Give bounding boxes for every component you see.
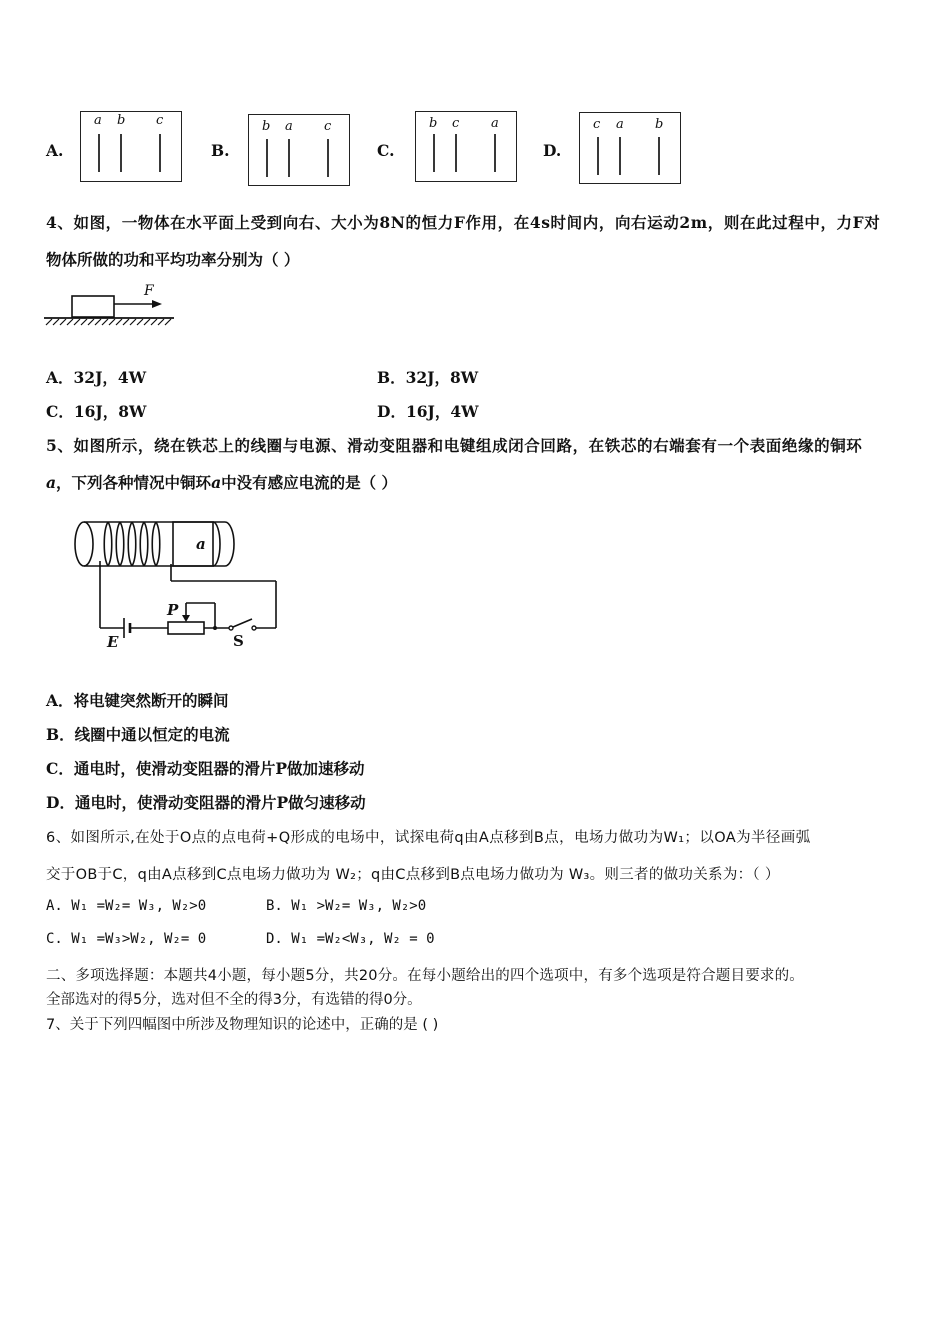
wire-label: c [452,116,460,131]
wire-label: c [593,117,601,132]
section2-heading-line1: 二、多项选择题：本题共4小题，每小题5分，共20分。在每小题给出的四个选项中，有多个选项是符合题目要求的。 [46,968,804,984]
q3-option-a-figure [80,111,182,182]
q6-stem-line1: 6、如图所示,在处于O点的点电荷+Q形成的电场中，试探电荷q由A点移到B点，电场力做功为W₁；以OA为半径画弧 [46,830,811,846]
q3-option-d-label: D. [543,141,562,160]
q6-stem-line2: 交于OB于C，q由A点移到C点电场力做功为 W₂；q由C点移到B点电场力做功为 W₃。则三者的做功关系为：（ ） [46,867,780,883]
var-a: a [46,473,57,492]
section2-heading-line2: 全部选对的得5分，选对但不全的得3分，有选错的得0分。 [46,992,422,1008]
q3-option-c-label: C. [377,141,395,160]
wire-label: a [285,119,293,134]
q6-option-b: B. W₁ >W₂= W₃, W₂>0 [266,898,427,914]
q3-option-a-label: A. [46,141,64,160]
q5-option-a: A．将电键突然断开的瞬间 [46,691,229,710]
wire-label: c [324,119,332,134]
battery-label: E [107,633,119,651]
q4-option-c: C．16J，8W [46,402,147,421]
q3-option-d-figure [579,112,681,184]
q4-option-d: D．16J，4W [377,402,479,421]
q7-stem: 7、关于下列四幅图中所涉及物理知识的论述中，正确的是 ( ) [46,1017,439,1033]
q5-option-b: B．线圈中通以恒定的电流 [46,725,230,744]
q3-option-b-label: B. [211,141,230,160]
block-force-diagram [44,282,174,326]
wire-label: c [156,113,164,128]
force-label: F [144,283,154,299]
q4-stem-line1: 4、如图，一物体在水平面上受到向右、大小为8N的恒力F作用，在4s时间内，向右运动2m，则在此过程中，力F对 [46,213,881,232]
q3-option-b-figure [248,114,350,186]
q6-option-a: A. W₁ =W₂= W₃, W₂>0 [46,898,207,914]
slider-label: P [167,601,179,619]
circuit-diagram [70,515,285,655]
q5-stem-text-end: 中没有感应电流的是（ ） [221,473,398,492]
switch-label: S [233,632,244,650]
wire-label: a [94,113,102,128]
q5-stem-text: ，下列各种情况中铜环 [56,473,212,492]
q5-option-d: D．通电时，使滑动变阻器的滑片P做匀速移动 [46,793,366,812]
wire-label: a [491,116,499,131]
q5-circuit-figure [70,515,285,655]
wire-label: b [117,113,126,128]
q4-option-b: B．32J，8W [377,368,479,387]
q5-option-c: C．通电时，使滑动变阻器的滑片P做加速移动 [46,759,365,778]
var-a: a [211,473,222,492]
q6-option-d: D. W₁ =W₂<W₃, W₂ = 0 [266,931,435,947]
wire-label: b [262,119,271,134]
wire-label: b [429,116,438,131]
wire-label: a [616,117,624,132]
ring-label: a [196,535,206,553]
q5-stem-line1: 5、如图所示，绕在铁芯上的线圈与电源、滑动变阻器和电键组成闭合回路，在铁芯的右端套有一个表面绝缘的铜环 [46,436,863,455]
q6-option-c: C. W₁ =W₃>W₂, W₂= 0 [46,931,207,947]
q4-figure [44,282,174,326]
q3-option-c-figure [415,111,517,182]
wire-label: b [655,117,664,132]
q4-stem-line2: 物体所做的功和平均功率分别为（ ） [46,250,300,269]
q4-option-a: A．32J，4W [46,368,147,387]
q5-stem-line2 [46,471,397,493]
